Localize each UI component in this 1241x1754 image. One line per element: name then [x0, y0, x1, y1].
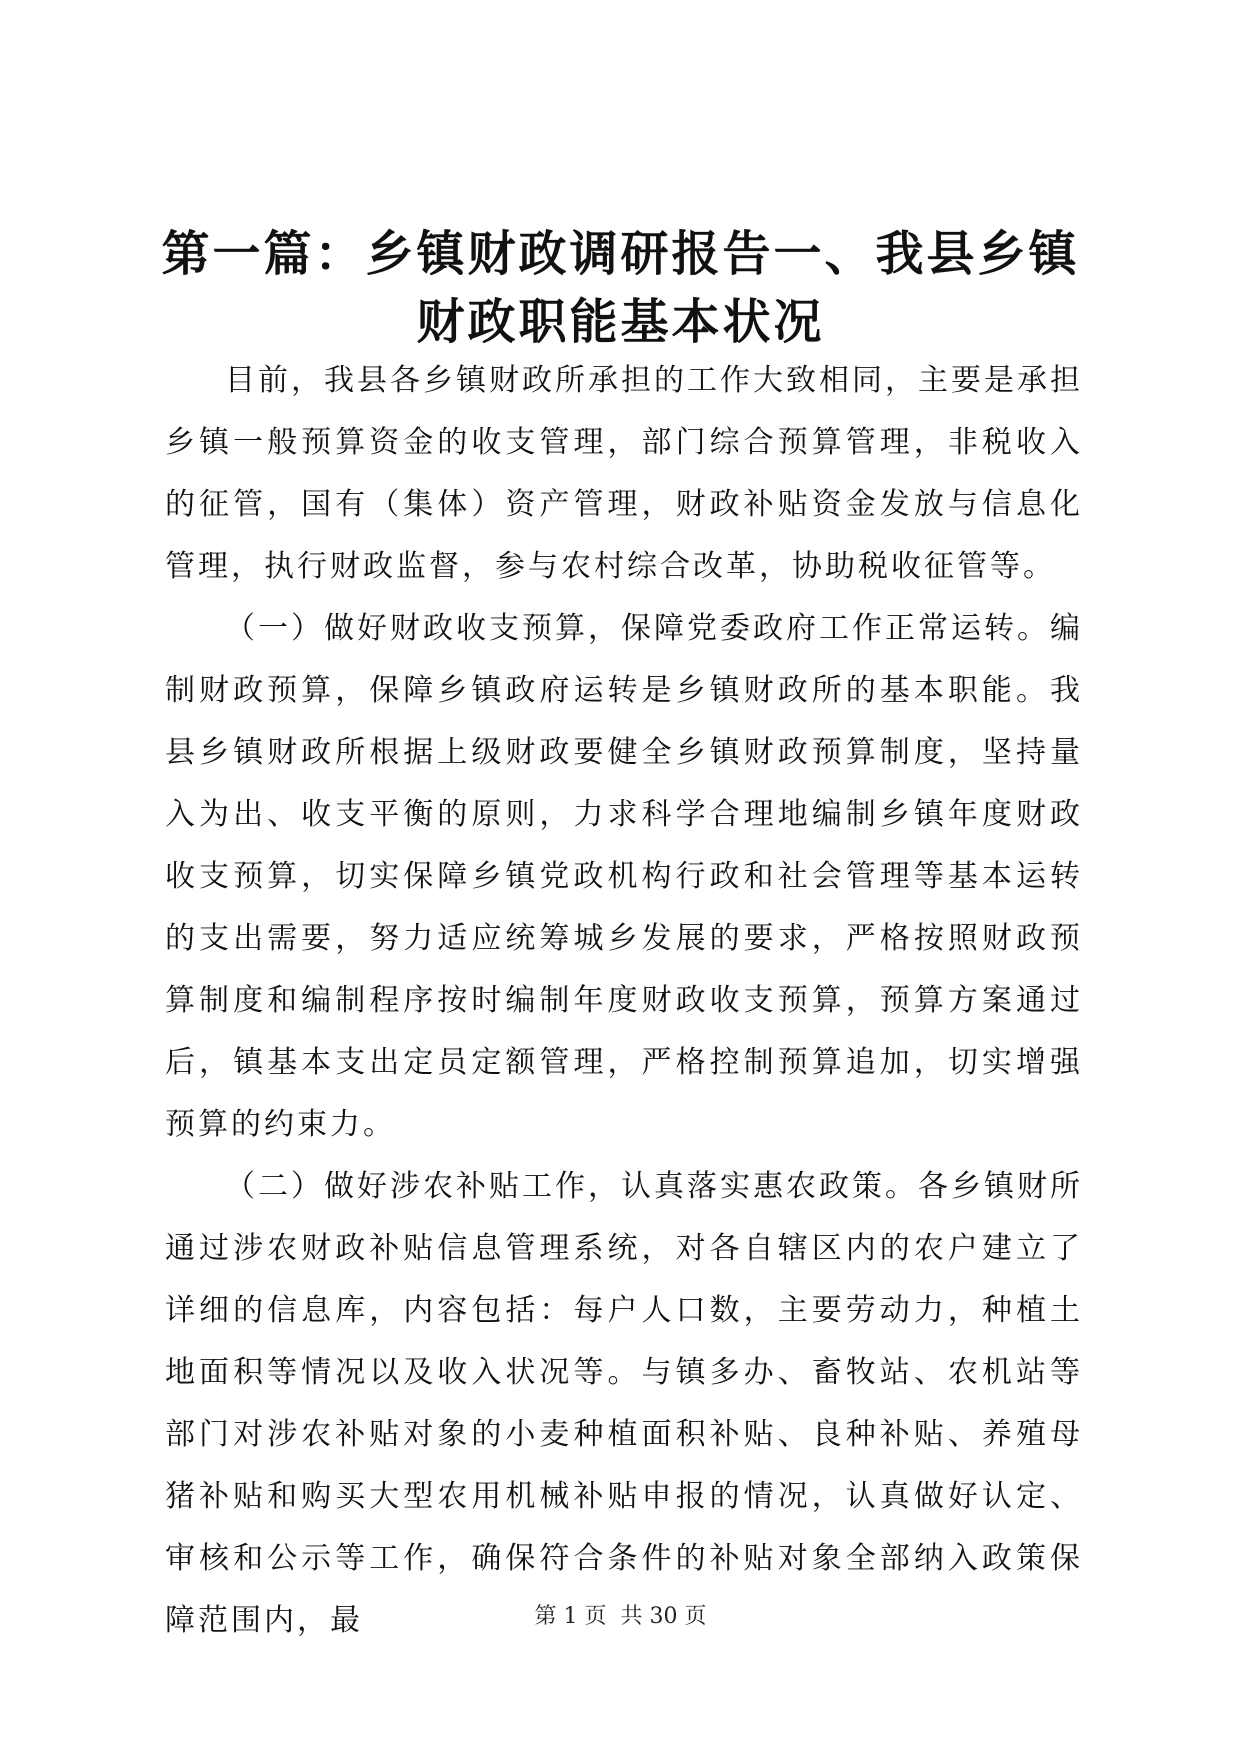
document-title: 第一篇：乡镇财政调研报告一、我县乡镇财政职能基本状况: [161, 226, 1080, 350]
document-body: [165, 350, 1083, 1652]
paragraph-section-2: （二）做好涉农补贴工作，认真落实惠农政策。各乡镇财所通过涉农财政补贴信息管理系统，对各自辖区内的农户建立了详细的信息库，内容包括：每户人口数，主要劳动力，种植土地面积等情况以及收入状况等。与镇多办、畜牧站、农机站等部门对涉农补贴对象的小麦种植面积补贴、良种补贴、养殖母猪补贴和购买大型农用机械补贴申报的情况，认真做好认定、审核和公示等工作，确保符合条件的补贴对象全部纳入政策保障范围内，最: [165, 1169, 1083, 1638]
paragraph-intro: 目前，我县各乡镇财政所承担的工作大致相同，主要是承担乡镇一般预算资金的收支管理，部门综合预算管理，非税收入的征管，国有（集体）资产管理，财政补贴资金发放与信息化管理，执行财政监督，参与农村综合改革，协助税收征管等。: [165, 363, 1083, 584]
paragraph-section-1: （一）做好财政收支预算，保障党委政府工作正常运转。编制财政预算，保障乡镇政府运转是乡镇财政所的基本职能。我县乡镇财政所根据上级财政要健全乡镇财政预算制度，坚持量入为出、收支平衡的原则，力求科学合理地编制乡镇年度财政收支预算，切实保障乡镇党政机构行政和社会管理等基本运转的支出需要，努力适应统筹城乡发展的要求，严格按照财政预算制度和编制程序按时编制年度财政收支预算，预算方案通过后，镇基本支出定员定额管理，严格控制预算追加，切实增强预算的约束力。: [165, 611, 1083, 1142]
page-number: 第 1 页 共 30 页: [534, 1604, 707, 1629]
page-footer: [0, 1602, 1241, 1632]
